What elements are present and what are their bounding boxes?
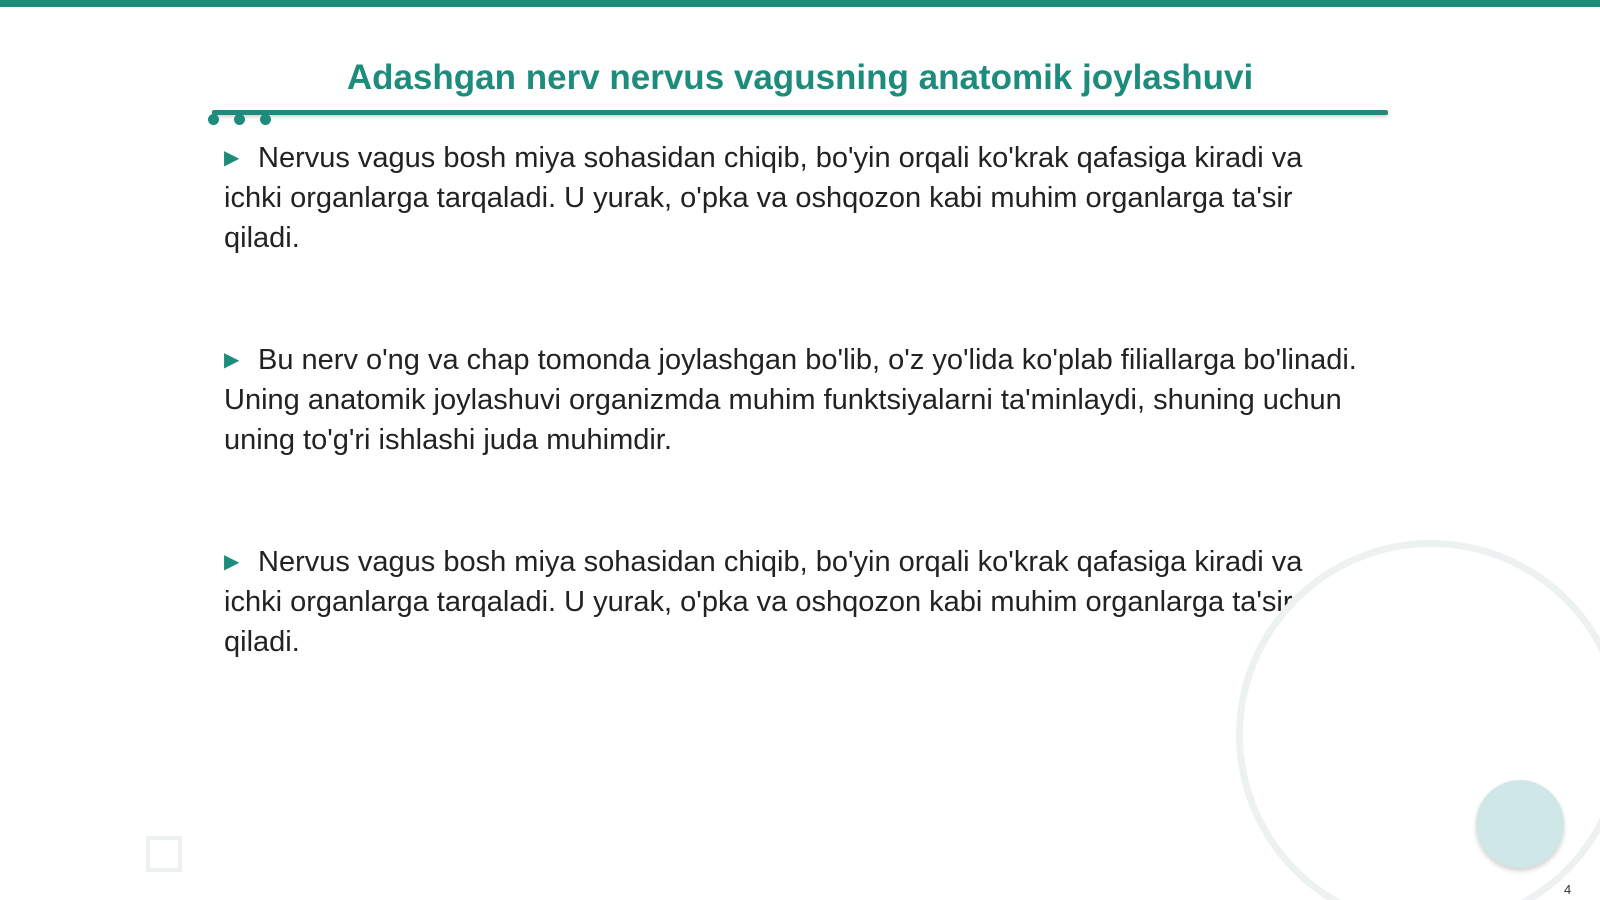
play-triangle-icon: ▶ (224, 147, 240, 169)
play-triangle-icon: ▶ (224, 551, 240, 573)
decorative-square (146, 836, 182, 872)
slide-content (224, 138, 1364, 744)
bullet-text: Bu nerv o'ng va chap tomonda joylashgan bo'lib, o'z yo'lida ko'plab filiallarga bo'linadi. Uning anatomik joylashuvi organizmda muhim funktsiyalarni ta'minlaydi, shuning uchun uning to'g'ri ishlashi juda muhimdir. (224, 344, 1357, 456)
decorative-dot (208, 114, 219, 125)
play-triangle-icon: ▶ (224, 349, 240, 371)
bullet-item (224, 542, 1364, 662)
top-accent-bar (0, 0, 1600, 7)
decorative-circle (1476, 780, 1564, 868)
bullet-item (224, 340, 1364, 460)
title-underline (212, 110, 1388, 115)
page-number: 4 (1564, 882, 1572, 897)
decorative-dot (260, 114, 271, 125)
bullet-text: Nervus vagus bosh miya sohasidan chiqib, bo'yin orqali ko'krak qafasiga kiradi va ichki organlarga tarqaladi. U yurak, o'pka va oshqozon kabi muhim organlarga ta'sir qiladi. (224, 142, 1303, 254)
bullet-text: Nervus vagus bosh miya sohasidan chiqib, bo'yin orqali ko'krak qafasiga kiradi va ichki organlarga tarqaladi. U yurak, o'pka va oshqozon kabi muhim organlarga ta'sir qiladi. (224, 546, 1303, 658)
bullet-item (224, 138, 1364, 258)
decorative-dot (234, 114, 245, 125)
slide-title: Adashgan nerv nervus vagusning anatomik joylashuvi (346, 58, 1254, 97)
